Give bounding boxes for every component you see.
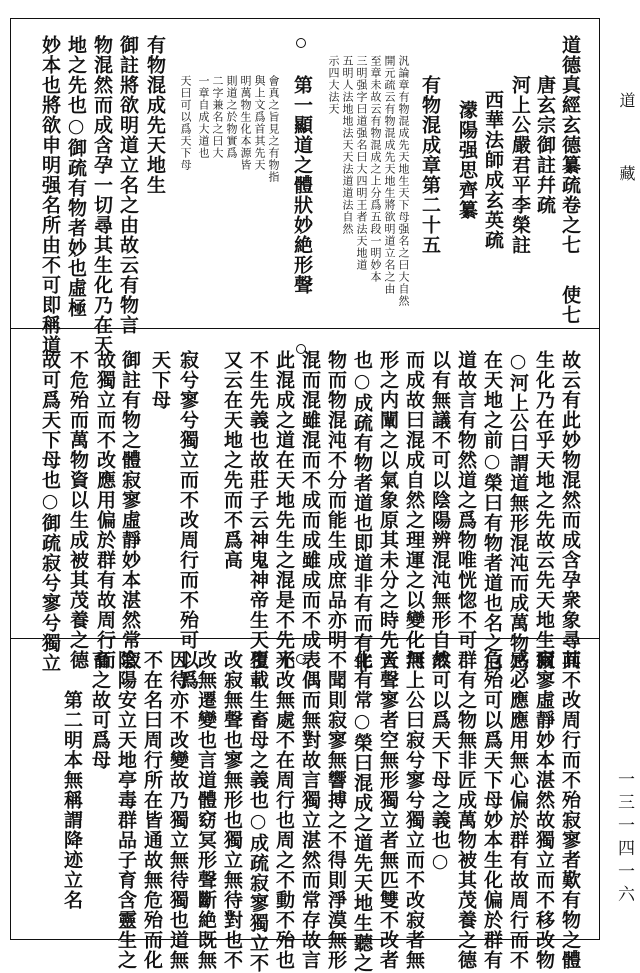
text-column-p2-20: 故可爲天下母也○御疏寂兮寥兮獨立 xyxy=(39,350,61,673)
text-column-p3-4: 危殆可以爲天下母妙本生化偏於群有 xyxy=(481,650,503,970)
text-column-p3-2: 寂寥虛靜妙本湛然故獨立而不移改物 xyxy=(533,650,555,970)
text-column-p3-8: 音聲寥者空無形獨立者無匹雙不改者 xyxy=(377,650,399,970)
text-column-p1-4: 西華法師成玄英疏 xyxy=(482,90,504,250)
text-column-p2-15: 寂兮寥兮獨立而不改周行而不殆可以爲 xyxy=(177,350,199,690)
text-column-p2-10: 物而物混沌不分而能生成庶品亦明 xyxy=(325,350,347,650)
binding-hole-1 xyxy=(296,38,306,48)
text-column-p1-24: 物混然而成含孕一切尋其生化乃在天 xyxy=(91,35,113,355)
text-column-p2-8: 形之内闡之以氣象原其未分之時先天 xyxy=(377,350,399,670)
text-column-p1-18: 則道之於物實爲 xyxy=(225,75,238,159)
text-column-p3-16: 因待亦不改變故乃獨立無待獨也道無 xyxy=(167,650,189,970)
text-column-p2-9: 也○成疏有物者道也即道非有而有非 xyxy=(351,350,373,673)
text-column-p1-25: 地之先也○御疏有物者妙也虛極 xyxy=(65,35,87,318)
text-column-p1-13: 示四大法天 xyxy=(327,55,340,115)
text-column-p2-13: 不生先義也故莊子云神鬼神帝生天生 xyxy=(247,350,269,670)
text-column-p2-19: 不危殆而萬物資以生成被其茂養之德 xyxy=(67,350,89,670)
text-column-p1-9: 開元疏云有物混成先天地生將欲明道立名之由 xyxy=(383,55,396,295)
text-column-p3-17: 不在名曰周行所在皆通故無危殆而化 xyxy=(141,650,163,970)
text-column-p2-3: ○河上公曰謂道無形混沌而成萬物乃 xyxy=(507,350,529,673)
text-column-p2-2: 生化乃在乎天地之先故云先天地生爾 xyxy=(533,350,555,670)
text-column-p3-5: 群有之物無非匠成萬物被其茂養之德 xyxy=(455,650,477,970)
text-column-p1-23: 御註將欲明道立名之由故云有物言 xyxy=(117,35,139,335)
text-column-p1-12: 五明人法地地法天天法道道法自然 xyxy=(341,55,354,235)
text-column-p1-3: 河上公嚴君平李榮註 xyxy=(509,75,531,255)
text-column-p1-19: 二字兼名之曰大 xyxy=(211,75,224,159)
text-column-p2-1: 故云有此妙物混然而成含孕衆象尋其 xyxy=(559,350,581,670)
text-column-p1-6: 使七 xyxy=(559,285,581,325)
text-column-p2-7: 而成故曰混成自然之理運之以變化無 xyxy=(403,350,425,670)
text-column-p1-22: 有物混成先天地生 xyxy=(144,35,166,195)
text-column-p1-26: 妙本也將欲申明强名所由不可即稱道 xyxy=(39,35,61,355)
text-column-p1-5: 濛陽强思齊纂 xyxy=(456,100,478,220)
margin-top-label: 道 xyxy=(617,92,636,108)
text-column-p1-2: 唐玄宗御註幷疏 xyxy=(534,75,556,215)
text-column-p1-17: 明萬物生化本源皆 xyxy=(239,75,252,171)
text-column-p3-14: 改寂無聲也寥無形也獨立無待對也不 xyxy=(221,650,243,970)
text-column-p2-16: 天下母 xyxy=(149,350,171,410)
text-column-p1-14: 第一顯道之體狀妙絶形聲 xyxy=(291,75,313,295)
text-column-p2-4: 在天地之前○榮曰有物者道也名之曰 xyxy=(481,350,503,673)
text-column-p1-11: 三明强字曰道强名曰大四明王者法天地道 xyxy=(355,55,368,271)
text-column-p1-16: 與上文爲首其先天 xyxy=(253,75,266,171)
text-column-p1-21: 天曰可以爲天下母 xyxy=(179,75,192,171)
text-column-p1-15: 會真之旨見之有物指 xyxy=(267,75,280,183)
text-column-p3-11: 表偶而無對故言獨立湛然而常存故言 xyxy=(299,650,321,970)
folio-number: 一三一四一六 xyxy=(614,770,634,908)
text-column-p1-20: 一章自成大道也 xyxy=(197,75,210,159)
text-column-p3-15: 改無遷變也言道體窈冥形聲斷絶既無 xyxy=(195,650,217,970)
text-column-p2-18: 故獨立而不改應用偏於群有故周行而 xyxy=(94,350,116,670)
text-column-p3-6: 故可以爲天下母之義也○ xyxy=(429,650,451,873)
text-column-p2-11: 混而混雖混而不成而成雖成而不成 xyxy=(299,350,321,650)
text-column-p3-19: 畜之故可爲母 xyxy=(89,650,111,770)
margin-collection-label: 藏 xyxy=(617,165,636,181)
text-column-p2-14: 又云在天地之先而不爲高 xyxy=(221,350,243,570)
text-column-p2-12: 此混成之道在天地先生之混是不先光 xyxy=(273,350,295,670)
text-column-p3-10: 不聞則寂寥無響搏之不得則淨漠無形 xyxy=(325,650,347,970)
text-column-p3-18: 陰陽安立天地亭毒群品子育含靈生之 xyxy=(115,650,137,970)
text-column-p3-7: 河上公曰寂兮寥兮獨立而不改寂者無 xyxy=(403,650,425,970)
text-column-p3-1: 而不改周行而不殆寂寥者歎有物之體 xyxy=(559,650,581,970)
text-column-p1-10: 至章未故云有物混成之上分爲五段一明妙本 xyxy=(369,55,382,283)
text-column-p1-1: 道德真經玄德纂疏卷之七 xyxy=(559,35,581,255)
text-column-p3-12: 不改無處不在周行也周之不動不殆也 xyxy=(273,650,295,970)
text-column-p2-17: 御註有物之體寂寥虛靜妙本湛然常寂 xyxy=(119,350,141,670)
text-column-p2-5: 道故言有物然道之爲物唯恍惚不可 xyxy=(455,350,477,650)
text-column-p3-13: 覆載生畜母之義也○成疏寂寥獨立不 xyxy=(247,650,269,973)
text-column-p2-6: 以有無議不可以陰陽辨混沌無形自然 xyxy=(429,350,451,670)
text-column-p1-8: 汎論章有物混成先天地生天下母强名之曰大自然 xyxy=(397,55,410,307)
text-column-p3-9: 化有常○榮曰混成之道先天地生聽之 xyxy=(351,650,373,973)
text-column-p3-20: 第二明本無稱謂降迹立名 xyxy=(61,690,83,910)
text-column-p1-7: 有物混成章第二十五 xyxy=(419,75,441,255)
text-column-p3-3: 感必應應用無心偏於群有故周行而不 xyxy=(507,650,529,970)
